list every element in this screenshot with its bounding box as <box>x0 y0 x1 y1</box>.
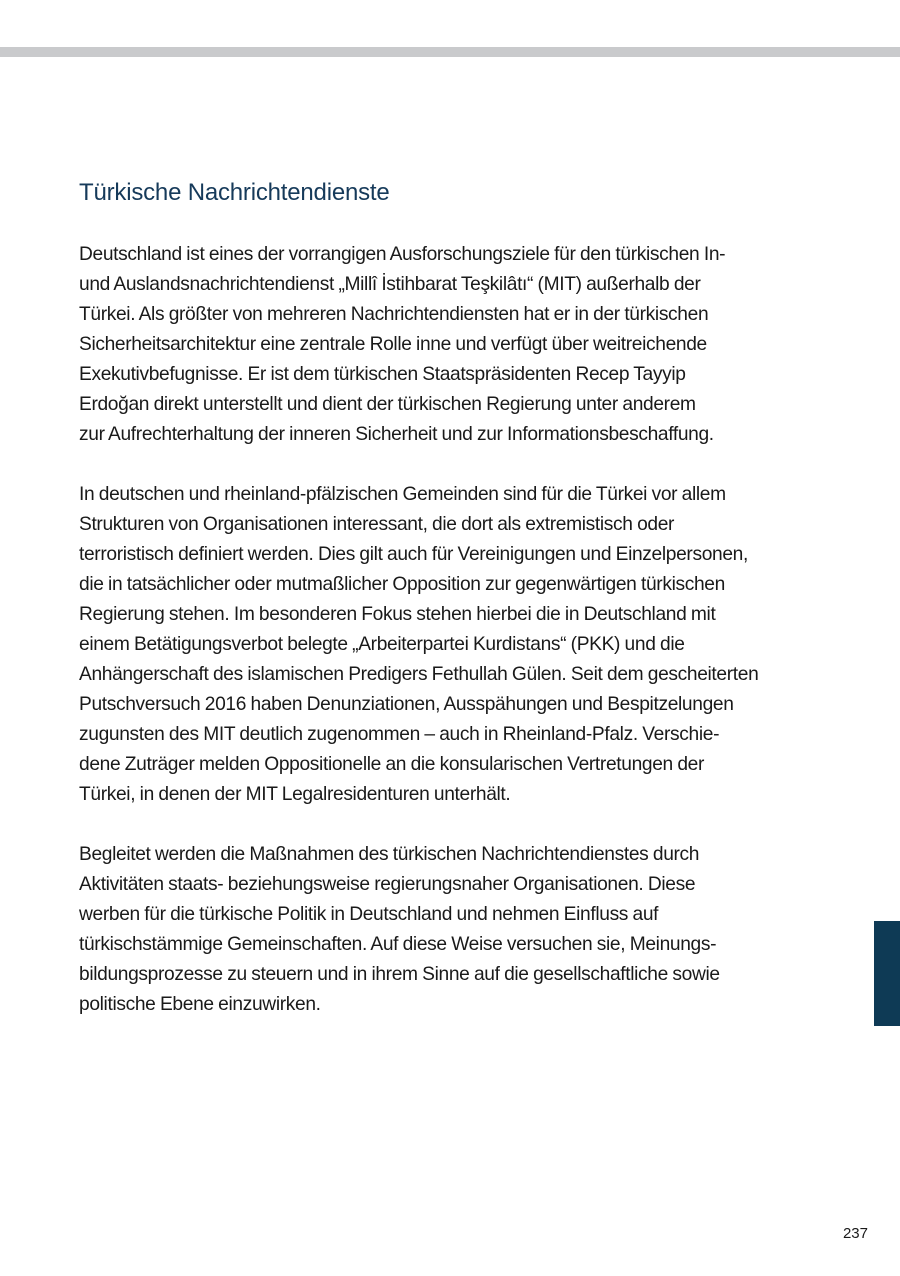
paragraph-line: Erdoğan direkt unterstellt und dient der türkischen Regierung unter anderem <box>79 394 696 415</box>
chapter-side-tab <box>874 921 900 1026</box>
paragraph-line: Putschversuch 2016 haben Denunziationen, Ausspähungen und Bespitzelungen <box>79 694 734 715</box>
paragraph-line: die in tatsächlicher oder mutmaßlicher Opposition zur gegenwärtigen türkischen <box>79 574 725 595</box>
paragraph-line: und Auslandsnachrichtendienst „Millî İstihbarat Teşkilâtı“ (MIT) außerhalb der <box>79 274 701 295</box>
paragraph-line: Türkei. Als größter von mehreren Nachrichtendiensten hat er in der türkischen <box>79 304 709 325</box>
paragraph-line: In deutschen und rheinland-pfälzischen Gemeinden sind für die Türkei vor allem <box>79 484 726 505</box>
paragraph-line: einem Betätigungsverbot belegte „Arbeiterpartei Kurdistans“ (PKK) und die <box>79 634 685 655</box>
paragraph-line: Aktivitäten staats- beziehungsweise regierungsnaher Organisationen. Diese <box>79 874 696 895</box>
paragraph-line: dene Zuträger melden Oppositionelle an die konsularischen Vertretungen der <box>79 754 705 775</box>
paragraph-line: terroristisch definiert werden. Dies gilt auch für Vereinigungen und Einzelpersonen, <box>79 544 748 565</box>
paragraph-line: zur Aufrechterhaltung der inneren Sicherheit und zur Informationsbeschaffung. <box>79 424 714 445</box>
paragraph-line: Anhängerschaft des islamischen Predigers Fethullah Gülen. Seit dem gescheiterten <box>79 664 759 685</box>
paragraph-line: werben für die türkische Politik in Deutschland und nehmen Einfluss auf <box>79 904 659 925</box>
paragraph-line: zugunsten des MIT deutlich zugenommen – auch in Rheinland-Pfalz. Verschie- <box>79 724 720 745</box>
page-number: 237 <box>842 1225 868 1242</box>
paragraph-line: türkischstämmige Gemeinschaften. Auf diese Weise versuchen sie, Meinungs- <box>79 934 717 955</box>
paragraph-3 <box>79 840 824 1020</box>
paragraph-line: Sicherheitsarchitektur eine zentrale Rolle inne und verfügt über weitreichende <box>79 334 707 355</box>
top-rule <box>0 47 900 57</box>
paragraph-line: Begleitet werden die Maßnahmen des türkischen Nachrichtendienstes durch <box>79 844 700 865</box>
paragraph-line: politische Ebene einzuwirken. <box>79 994 321 1015</box>
paragraph-line: Deutschland ist eines der vorrangigen Ausforschungsziele für den türkischen In- <box>79 244 726 265</box>
paragraph-line: Exekutivbefugnisse. Er ist dem türkischen Staatspräsidenten Recep Tayyip <box>79 364 686 385</box>
paragraph-2 <box>79 480 824 810</box>
paragraph-1 <box>79 240 824 450</box>
paragraph-line: Regierung stehen. Im besonderen Fokus stehen hierbei die in Deutschland mit <box>79 604 716 625</box>
paragraph-line: Strukturen von Organisationen interessant, die dort als extremistisch oder <box>79 514 675 535</box>
paragraph-line: bildungsprozesse zu steuern und in ihrem Sinne auf die gesellschaftliche sowie <box>79 964 720 985</box>
section-heading: Türkische Nachrichtendienste <box>79 179 390 206</box>
paragraph-line: Türkei, in denen der MIT Legalresidenturen unterhält. <box>79 784 511 805</box>
page-content <box>79 176 824 1050</box>
